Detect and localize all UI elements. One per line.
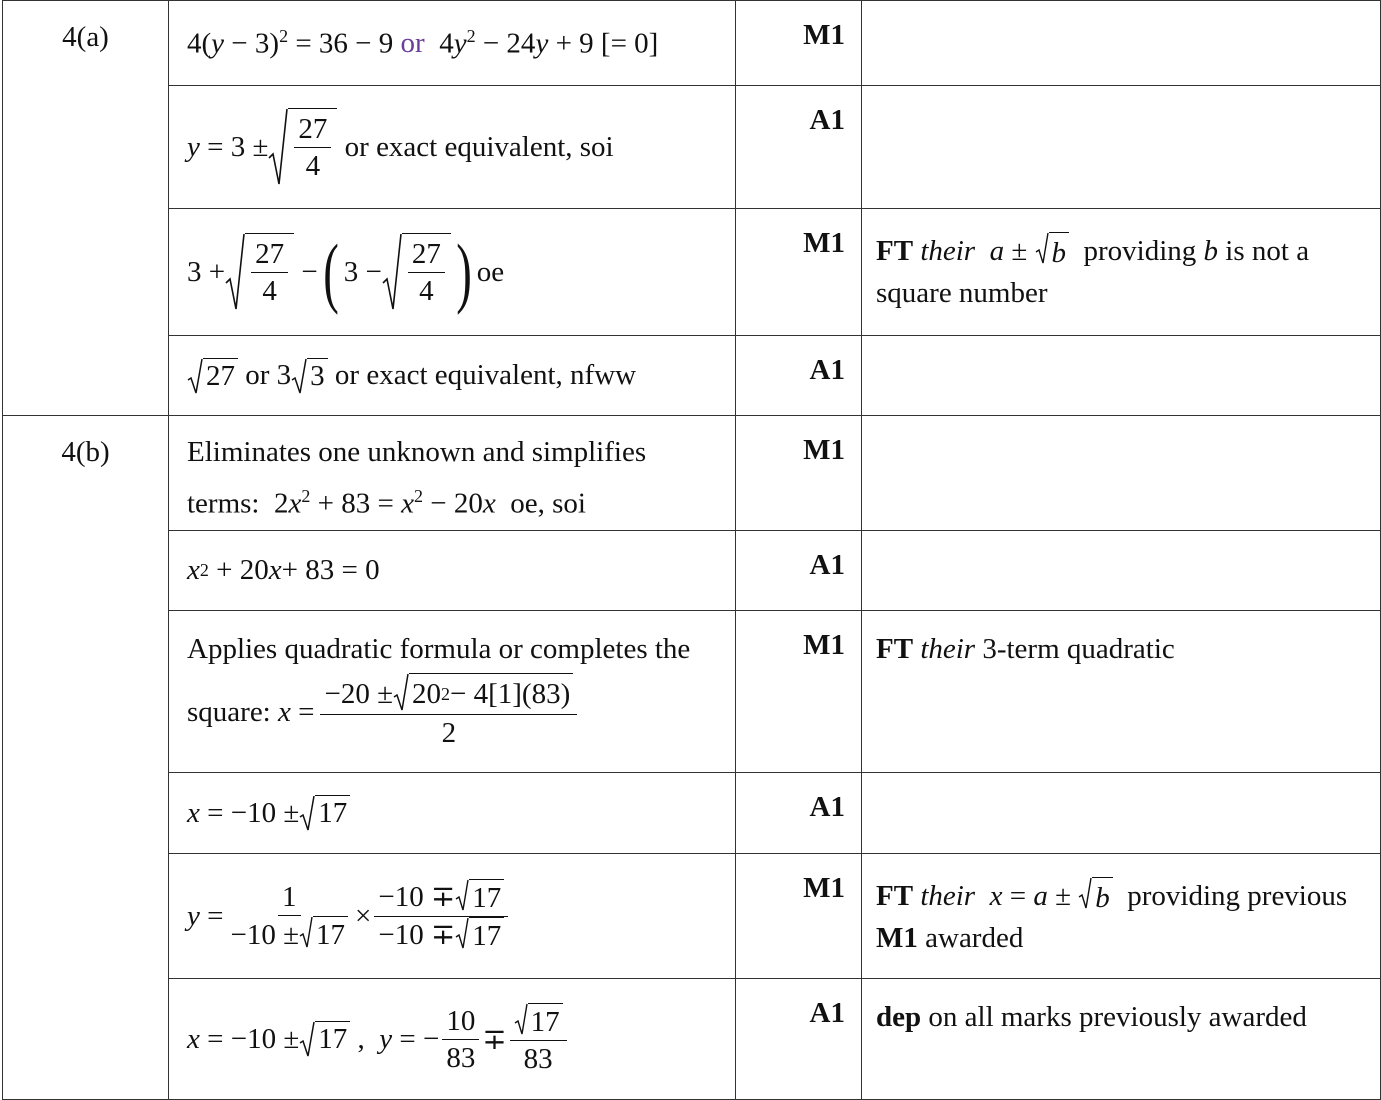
equation: $4(y - 3)^2 = 36 - 9$ or $4y^2 - 24y + 9$ [= 0] (187, 25, 659, 60)
sqrt-symbol: $\frac{27}{4}$ (268, 108, 337, 186)
guidance-cell (862, 773, 1381, 854)
sqrt-symbol: $\frac{27}{4}$ (225, 233, 294, 311)
table-row (3, 773, 1381, 854)
m1-label: M1 (876, 922, 918, 954)
answer-cell (169, 531, 736, 611)
table-row (3, 1, 1381, 86)
mark-code: A1 (736, 531, 862, 611)
equivalent-note: or exact equivalent, soi (344, 130, 614, 163)
mark-code: M1 (736, 209, 862, 336)
guidance-cell (862, 611, 1381, 773)
sqrt-symbol: $\frac{27}{4}$ (382, 233, 451, 311)
dep-label: dep (876, 1001, 922, 1033)
guidance-text: on all marks previously awarded (928, 1001, 1307, 1033)
ft-label: FT (876, 880, 914, 912)
elim-line1: Eliminates one unknown and simplifies (187, 436, 647, 468)
guidance-text: 3-term quadratic (982, 633, 1175, 665)
guidance-text: providing b is not a square number (876, 235, 1310, 309)
answer-cell (169, 611, 736, 773)
or-text: or (400, 26, 425, 59)
ft-label: FT (876, 235, 914, 267)
table-row (3, 854, 1381, 979)
guidance-cell (862, 336, 1381, 416)
guidance-cell: FT their a ± b providing b is not a square number (862, 209, 1381, 336)
equation: x 2 + 20 x + 83 = 0 (187, 554, 380, 586)
oe-soi-note: oe, soi (510, 487, 586, 520)
mark-code: A1 (736, 86, 862, 209)
equation: 27 or 3 3 or exact equivalent, nfww (187, 336, 723, 415)
oe-note: oe (476, 255, 505, 288)
mark-code: M1 (736, 854, 862, 979)
question-number-4b: 4(b) (3, 416, 169, 1100)
table-row (3, 336, 1381, 416)
equation: square: x = −20 ± 20 2 − 4[1](83) 2 (187, 673, 723, 751)
their-label: their (920, 633, 976, 665)
table-row (3, 531, 1381, 611)
equivalent-note: or exact equivalent, nfww (334, 359, 637, 391)
mark-code: A1 (736, 979, 862, 1100)
mark-code: A1 (736, 336, 862, 416)
answer-cell (169, 209, 736, 336)
table-row (3, 416, 1381, 531)
answer-cell (169, 979, 736, 1100)
their-label: their (920, 235, 976, 267)
answer-cell (169, 86, 736, 209)
table-row (3, 611, 1381, 773)
guidance-cell: FT their x = a ± b providing previous M1 awarded (862, 854, 1381, 979)
awarded-text: awarded (925, 922, 1024, 954)
mark-code: A1 (736, 773, 862, 854)
square-label: square: (187, 695, 271, 728)
table-row (3, 86, 1381, 209)
providing-text: providing (1127, 880, 1241, 912)
equation: x = −10 ± 17 (187, 773, 723, 853)
previous-text: previous (1247, 880, 1348, 912)
equation: 3 + $\frac{27}{4}$ − ( 3 − $\frac{27}{4}$ ) oe (187, 228, 505, 315)
guidance-cell (862, 416, 1381, 531)
ft-label: FT (876, 633, 914, 665)
mark-scheme-table (2, 0, 1381, 1100)
mark-code: M1 (736, 611, 862, 773)
table-row (3, 209, 1381, 336)
answer-cell (169, 336, 736, 416)
or-text: or (245, 359, 270, 391)
guidance-cell (862, 979, 1381, 1100)
answer-cell (169, 416, 736, 531)
elim-line2: terms: $2x^2 + 83 = x^2 - 20x$ oe, soi (187, 486, 586, 520)
question-number-4a: 4(a) (3, 1, 169, 416)
guidance-cell (862, 1, 1381, 86)
guidance-cell (862, 86, 1381, 209)
their-label: their (920, 880, 976, 912)
equation: y = 3 ± $\frac{27}{4}$ or exact equivalent, soi (187, 86, 723, 208)
answer-cell (169, 773, 736, 854)
applies-line: Applies quadratic formula or completes the (187, 633, 691, 665)
answer-cell (169, 1, 736, 86)
equation: x = −10 ± 17 , y = − $\frac{10}{83}$ ∓ $\frac{17}{83}$ (187, 979, 723, 1099)
mark-code: M1 (736, 416, 862, 531)
table-row (3, 979, 1381, 1100)
terms-label: terms: (187, 487, 260, 520)
equation: y = 1 −10 ± 17 × −10 ∓ 17 −10 ∓ 17 (187, 854, 723, 978)
guidance-cell (862, 531, 1381, 611)
mark-code: M1 (736, 1, 862, 86)
answer-cell (169, 854, 736, 979)
